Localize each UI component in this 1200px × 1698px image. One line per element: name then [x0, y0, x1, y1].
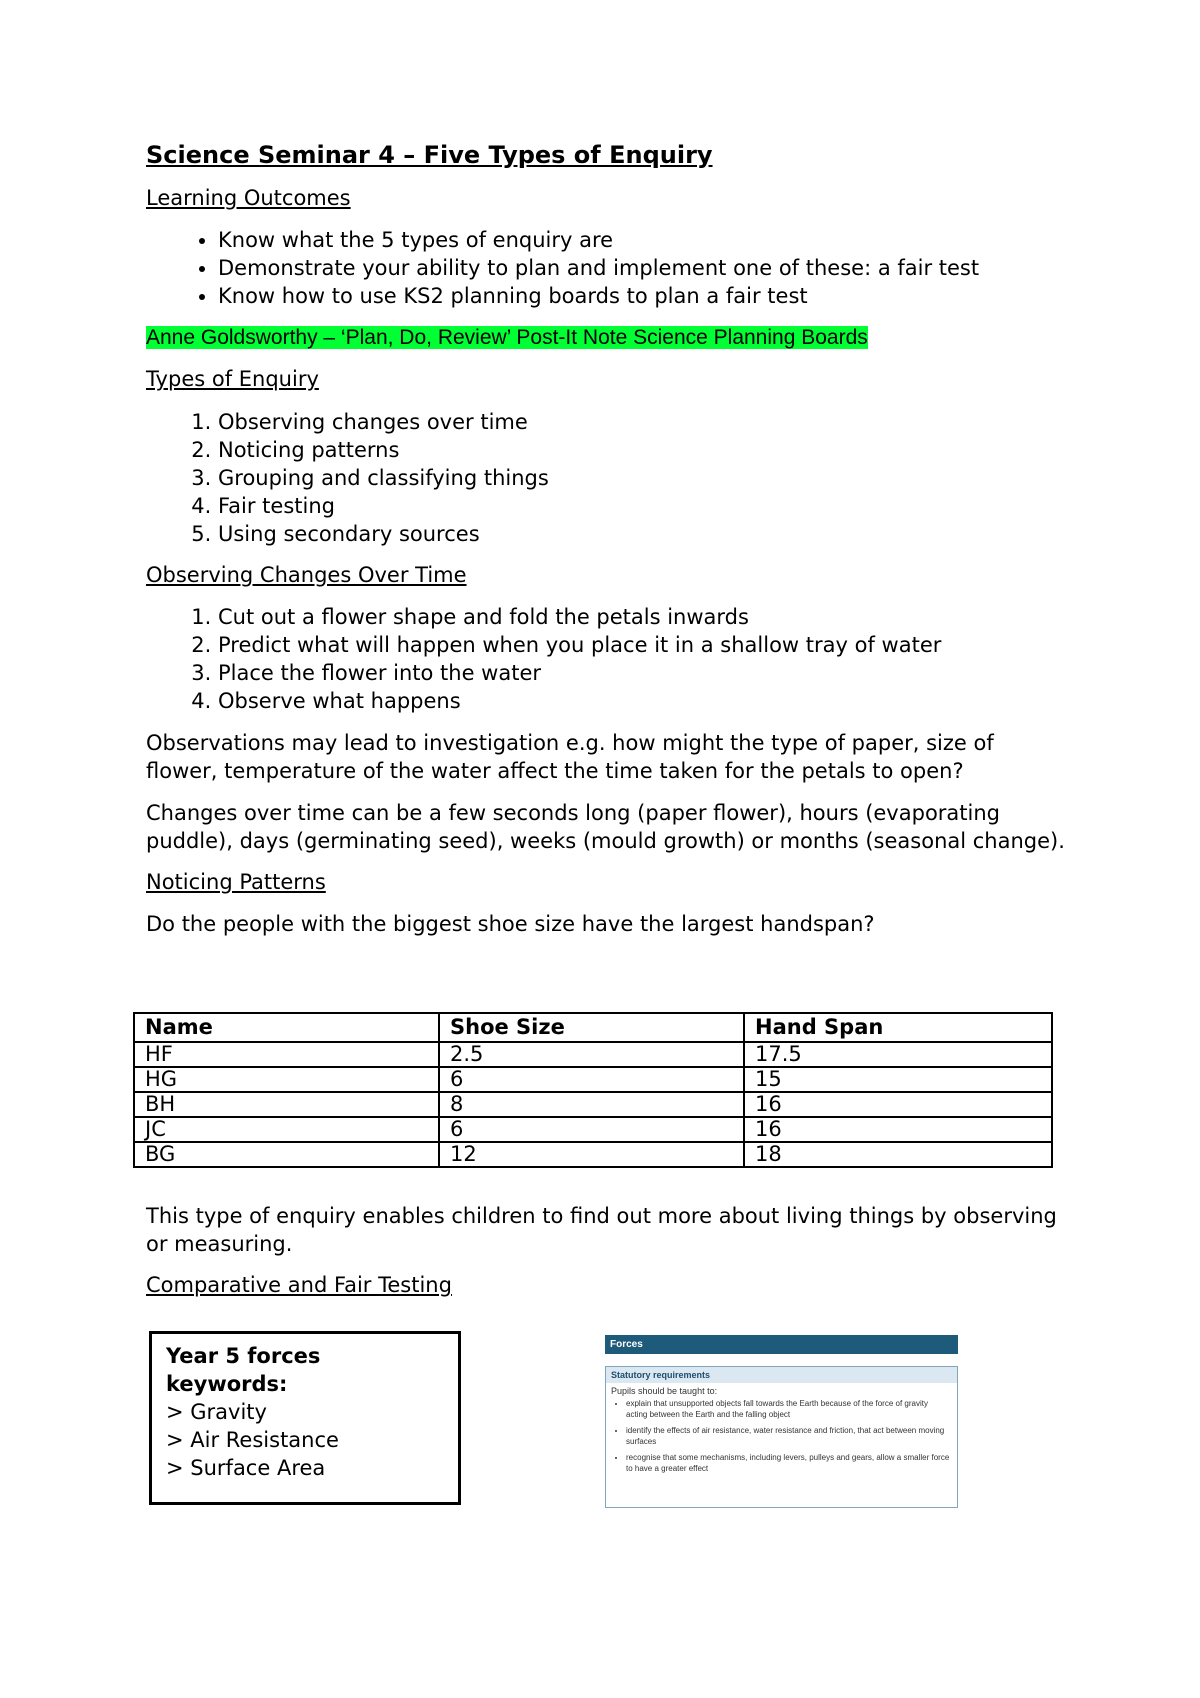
- table-header-row: [134, 1013, 1052, 1042]
- list-item: • explain that unsupported objects fall towards the Earth because of the force of gravity acting between the Earth and the falling object: [626, 1398, 951, 1420]
- table-cell: 17.5: [744, 1042, 1052, 1067]
- forces-panel: [605, 1366, 958, 1508]
- table-cell: 16: [744, 1117, 1052, 1142]
- noticing-heading: Noticing Patterns: [146, 870, 326, 895]
- table-row: [134, 1067, 1052, 1092]
- list-item: 2. Noticing patterns: [218, 436, 1066, 464]
- table-cell: 18: [744, 1142, 1052, 1167]
- keyword-item: > Gravity: [166, 1400, 267, 1424]
- column-header: Shoe Size: [439, 1013, 744, 1042]
- observing-steps-list: [146, 603, 1066, 715]
- fair-testing-heading: Comparative and Fair Testing: [146, 1273, 452, 1297]
- table-row: [134, 1117, 1052, 1142]
- list-item: 1. Cut out a flower shape and fold the petals inwards: [218, 603, 1066, 631]
- forces-subheading: Statutory requirements: [606, 1367, 957, 1383]
- learning-outcomes-heading: Learning Outcomes: [146, 186, 351, 211]
- table-cell: 8: [439, 1092, 744, 1117]
- noticing-conclusion: This type of enquiry enables children to find out more about living things by observing or measuring.: [146, 1204, 1057, 1256]
- list-item: 5. Using secondary sources: [218, 520, 1066, 548]
- list-item: 4. Fair testing: [218, 492, 1066, 520]
- observing-paragraph-2: Changes over time can be a few seconds long (paper flower), hours (evaporating puddle), days (germinating seed), weeks (mould growth) or months (seasonal change).: [146, 801, 1065, 854]
- list-item: 4. Observe what happens: [218, 687, 1066, 715]
- table-cell: HG: [134, 1067, 439, 1092]
- forces-intro: Pupils should be taught to:: [611, 1386, 718, 1396]
- list-item: 1. Observing changes over time: [218, 408, 1066, 436]
- forces-requirements-list: [606, 1398, 957, 1474]
- list-item: • identify the effects of air resistance, water resistance and friction, that act between moving surfaces: [626, 1425, 951, 1447]
- table-cell: BG: [134, 1142, 439, 1167]
- table-cell: 2.5: [439, 1042, 744, 1067]
- keyword-item: > Air Resistance: [166, 1428, 339, 1452]
- types-of-enquiry-list: [146, 408, 1066, 548]
- list-item: 2. Predict what will happen when you place it in a shallow tray of water: [218, 631, 1066, 659]
- column-header: Name: [134, 1013, 439, 1042]
- types-of-enquiry-heading: Types of Enquiry: [146, 367, 319, 392]
- keyword-box: [149, 1331, 461, 1505]
- keyword-item: > Surface Area: [166, 1456, 326, 1480]
- document-page: [146, 140, 1066, 952]
- page-title: Science Seminar 4 – Five Types of Enquiry: [146, 141, 713, 169]
- table-cell: 15: [744, 1067, 1052, 1092]
- shoe-handspan-table: [133, 1012, 1053, 1168]
- learning-outcomes-list: [146, 226, 1066, 310]
- list-item: 3. Grouping and classifying things: [218, 464, 1066, 492]
- highlighted-reference: Anne Goldsworthy – ‘Plan, Do, Review’ Post-It Note Science Planning Boards: [146, 326, 868, 350]
- list-item: • Know what the 5 types of enquiry are: [218, 226, 1066, 254]
- table-row: [134, 1142, 1052, 1167]
- list-item: 3. Place the flower into the water: [218, 659, 1066, 687]
- table-row: [134, 1092, 1052, 1117]
- table-cell: BH: [134, 1092, 439, 1117]
- table-cell: HF: [134, 1042, 439, 1067]
- column-header: Hand Span: [744, 1013, 1052, 1042]
- table-row: [134, 1042, 1052, 1067]
- forces-curriculum-image: [605, 1335, 958, 1510]
- table-cell: 6: [439, 1067, 744, 1092]
- list-item: • recognise that some mechanisms, including levers, pulleys and gears, allow a smaller force to have a greater effect: [626, 1452, 951, 1474]
- keyword-box-title: Year 5 forces: [166, 1344, 321, 1368]
- table-cell: 12: [439, 1142, 744, 1167]
- observing-paragraph-1: Observations may lead to investigation e.g. how might the type of paper, size of flower, temperature of the water affect the time taken for the petals to open?: [146, 731, 994, 784]
- lower-section: [146, 1202, 1066, 1313]
- forces-bar-title: Forces: [605, 1335, 958, 1354]
- list-item: • Know how to use KS2 planning boards to plan a fair test: [218, 282, 1066, 310]
- keyword-box-title: keywords:: [166, 1372, 288, 1396]
- table-cell: 16: [744, 1092, 1052, 1117]
- noticing-question: Do the people with the biggest shoe size have the largest handspan?: [146, 912, 875, 937]
- table-cell: JC: [134, 1117, 439, 1142]
- list-item: • Demonstrate your ability to plan and implement one of these: a fair test: [218, 254, 1066, 282]
- table-cell: 6: [439, 1117, 744, 1142]
- observing-heading: Observing Changes Over Time: [146, 562, 467, 587]
